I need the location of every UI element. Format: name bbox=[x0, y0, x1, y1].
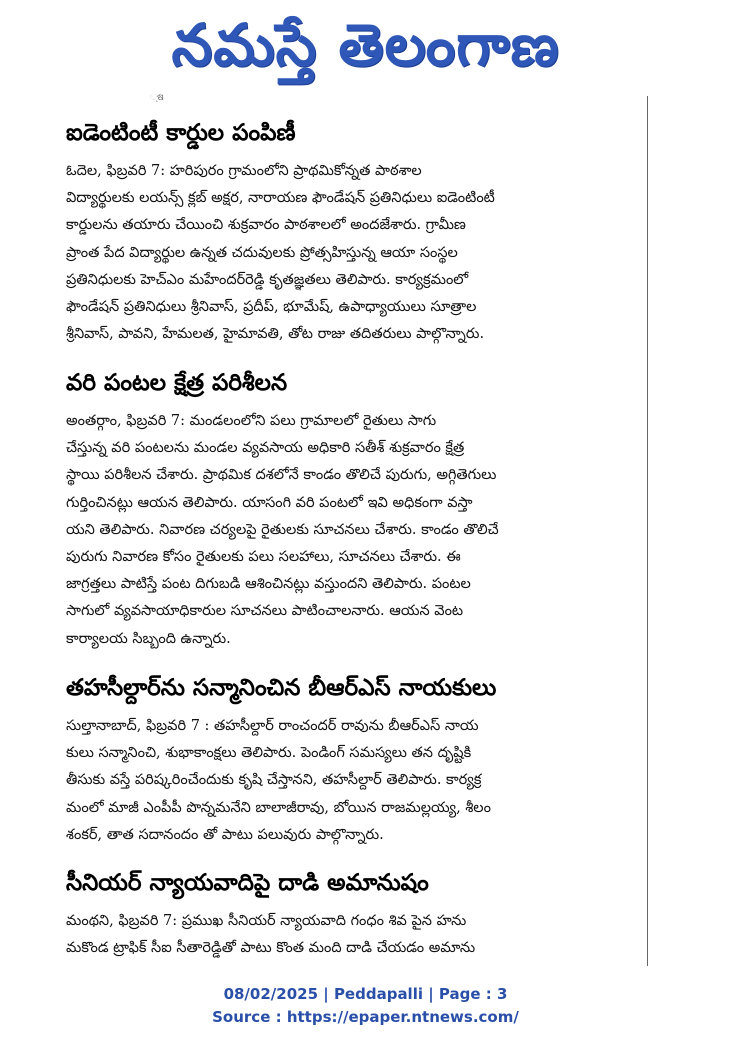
column-divider bbox=[647, 96, 648, 966]
body-line: కార్యాలయ సిబ్బంది ఉన్నారు. bbox=[66, 630, 231, 647]
body-line: తీసుకు వస్తే పరిష్కరించేందుకు కృషి చేస్తానని, తహసీల్దార్ తెలిపారు. కార్యక్ర bbox=[66, 772, 482, 789]
article-body bbox=[66, 158, 614, 348]
body-line: కార్డులను తయారు చేయించి శుక్రవారం పాఠశాలలో అందజేశారు. గ్రామీణ bbox=[66, 217, 466, 234]
body-line: మంథని, ఫిబ్రవరి 7: ప్రముఖ సీనియర్ న్యాయవాది గంధం శివ పైన హను bbox=[66, 913, 467, 929]
article-body bbox=[66, 908, 614, 962]
article-headline: తహసీల్దార్‌ను సన్మానించిన బీఆర్ఎస్ నాయకులు bbox=[66, 675, 497, 701]
body-line: సాగులో వ్యవసాయాధికారుల సూచనలు పాటించాలనారు. ఆయన వెంట bbox=[66, 603, 464, 620]
article-paddy-inspection bbox=[66, 368, 614, 653]
body-line: అంతర్గాం, ఫిబ్రవరి 7: మండలంలోని పలు గ్రామాలలో రైతులు సాగు bbox=[66, 413, 437, 429]
body-line: జాగ్రత్తలు పాటిస్తే పంట దిగుబడి ఆశించినట్లు వస్తుందని తెలిపారు. పంటల bbox=[66, 576, 471, 593]
body-line: ఓదెల, ఫిబ్రవరి 7: హరిపురం గ్రామంలోని ప్రాథమికోన్నత పాఠశాల bbox=[66, 163, 422, 179]
masthead bbox=[0, 0, 731, 92]
body-line: గుర్తించినట్లు ఆయన తెలిపారు. యాసంగి వరి పంటలో ఇవి అధికంగా వస్తా bbox=[66, 494, 473, 511]
body-line: పురుగు నివారణ కోసం రైతులకు పలు సలహాలు, సూచనలు చేశారు. ఈ bbox=[66, 549, 461, 566]
body-line: శ్రీనివాస్, పావని, హేమలత, హైమావతి, తోట రాజు తదితరులు పాల్గొన్నారు. bbox=[66, 326, 485, 343]
article-id-cards bbox=[66, 118, 614, 348]
footer-source-line: Source : https://epaper.ntnews.com/ bbox=[212, 1008, 519, 1026]
article-headline: సీనియర్ న్యాయవాదిపై దాడి అమానుషం bbox=[66, 870, 429, 896]
body-line: చేస్తున్న వరి పంటలను మండల వ్యవసాయ అధికారి సతీశ్ శుక్రవారం క్షేత్ర bbox=[66, 440, 465, 457]
article-body bbox=[66, 408, 614, 653]
body-line: మంలో మాజీ ఎంపీపీ పొన్నమనేని బాలాజీరావు, బోయిన రాజమల్లయ్య, శీలం bbox=[66, 799, 491, 816]
body-line: కులు సన్మానించి, శుభాకాంక్షలు తెలిపారు. పెండింగ్ సమస్యలు తన దృష్టికి bbox=[66, 745, 472, 762]
body-line: ప్రతినిధులకు హెచ్ఎం మహేందర్‌రెడ్డి కృతజ్ఞతలు తెలిపారు. కార్యక్రమంలో bbox=[66, 271, 469, 288]
body-line: యని తెలిపారు. నివారణ చర్యలపై రైతులకు సూచనలు చేశారు. కాండం తొలిచే bbox=[66, 521, 499, 538]
body-line: స్థాయి పరిశీలన చేశారు. ప్రాథమిక దశలోనే కాండం తొలిచే పురుగు, అగ్గితెగులు bbox=[66, 467, 497, 484]
article-headline: ఐడెంటింటీ కార్డుల పంపిణీ bbox=[66, 120, 296, 146]
body-line: మకొండ ట్రాఫిక్ సీఐ సీతారెడ్డితో పాటు కొంత మంది దాడి చేయడం అమాను bbox=[66, 940, 476, 957]
body-line: ప్రాంత పేద విద్యార్థుల ఉన్నత చదువులకు ప్రోత్సహిస్తున్న ఆయా సంస్థల bbox=[66, 244, 458, 261]
body-line: విద్యార్థులకు లయన్స్ క్లబ్ అక్షర, నారాయణ ఫౌండేషన్ ప్రతినిధులు ఐడెంటింటీ bbox=[66, 190, 495, 207]
footer-date-line: 08/02/2025 | Peddapalli | Page : 3 bbox=[223, 985, 508, 1003]
article-headline: వరి పంటల క్షేత్ర పరిశీలన bbox=[66, 370, 288, 396]
body-line: సుల్తానాబాద్, ఫిబ్రవరి 7 : తహసీల్దార్ రాంచందర్ రావును బీఆర్ఎస్ నాయ bbox=[66, 718, 479, 734]
clipped-text-fragment: ୍ଷ bbox=[150, 94, 164, 102]
article-tahsildar-felicitation bbox=[66, 673, 614, 849]
body-line: శంకర్, తాత సదానందం తో పాటు పలువురు పాల్గొన్నారు. bbox=[66, 826, 384, 843]
masthead-title: నమస్తే తెలంగాణ bbox=[171, 11, 560, 79]
article-advocate-attack bbox=[66, 868, 614, 962]
article-body bbox=[66, 713, 614, 849]
body-line: ఫౌండేషన్ ప్రతినిధులు శ్రీనివాస్, ప్రదీప్, భూమేష్, ఉపాధ్యాయులు సూత్రాల bbox=[66, 299, 477, 316]
